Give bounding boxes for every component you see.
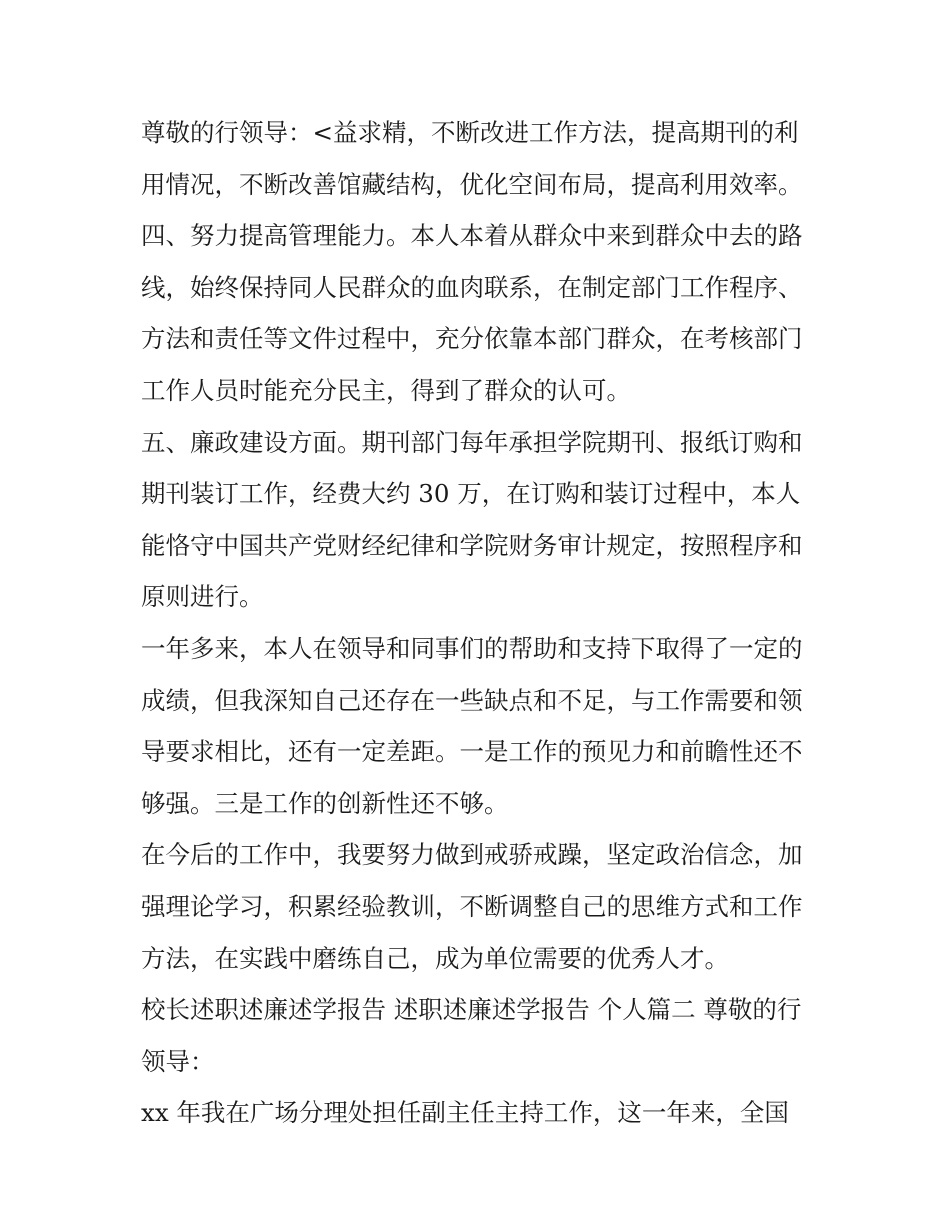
text-line: 强理论学习，积累经验教训，不断调整自己的思维方式和工作 [141, 891, 803, 921]
text-line: 工作人员时能充分民主，得到了群众的认可。 [141, 375, 631, 405]
text-line: 成绩，但我深知自己还存在一些缺点和不足，与工作需要和领 [141, 685, 803, 715]
text-line: xx 年我在广场分理处担任副主任主持工作，这一年来，全国 [141, 1098, 789, 1128]
text-line: 原则进行。 [141, 582, 264, 612]
text-line: 够强。三是工作的创新性还不够。 [141, 788, 509, 818]
text-line: 五、廉政建设方面。期刊部门每年承担学院期刊、报纸订购和 [141, 427, 803, 457]
text-line: 领导： [141, 1046, 215, 1076]
text-line: 方法，在实践中磨练自己，成为单位需要的优秀人才。 [141, 943, 729, 973]
text-line: 能恪守中国共产党财经纪律和学院财务审计规定，按照程序和 [141, 530, 803, 560]
text-line: 导要求相比，还有一定差距。一是工作的预见力和前瞻性还不 [141, 737, 803, 767]
text-line: 校长述职述廉述学报告 述职述廉述学报告 个人篇二 尊敬的行 [141, 995, 802, 1025]
text-line: 尊敬的行领导：<益求精，不断改进工作方法，提高期刊的利 [141, 118, 799, 147]
text-line: 线，始终保持同人民群众的血肉联系，在制定部门工作程序、 [141, 272, 803, 302]
text-line: 一年多来，本人在领导和同事们的帮助和支持下取得了一定的 [141, 633, 803, 663]
text-line: 在今后的工作中，我要努力做到戒骄戒躁，坚定政治信念，加 [141, 840, 803, 870]
text-line: 四、努力提高管理能力。本人本着从群众中来到群众中去的路 [141, 221, 803, 251]
document-body [141, 107, 813, 1139]
text-line: 用情况，不断改善馆藏结构，优化空间布局，提高利用效率。 [141, 169, 803, 199]
text-line: 方法和责任等文件过程中，充分依靠本部门群众，在考核部门 [141, 324, 803, 354]
text-line: 期刊装订工作，经费大约 30 万，在订购和装订过程中，本人 [141, 479, 801, 509]
